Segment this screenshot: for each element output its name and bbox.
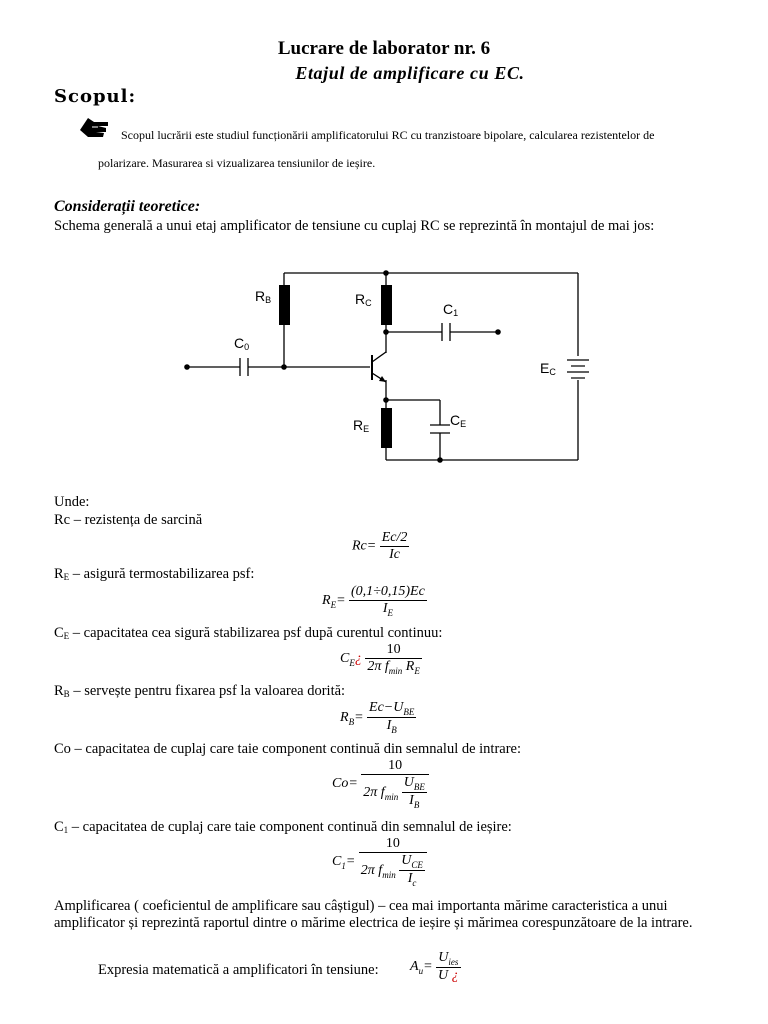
resistor-rb bbox=[279, 285, 290, 325]
label-rb: $R_B$ bbox=[255, 288, 272, 305]
re-description: $R_E$ – asigură termostabilizarea psf: bbox=[54, 566, 255, 582]
label-ec: $E_C$ bbox=[540, 360, 556, 377]
amplification-description: Amplificarea ( coeficientul de amplificare sau câștigul) – cea mai importanta mărime caracteristica a unui amplificator și reprezintă raportul dintre o mărime electrica de ieșire și mărimea corespunzătoare de la intrare. bbox=[54, 898, 693, 931]
c1-description: $C_1$ – capacitatea de cuplaj care taie component continuă din semnalul de ieșire: bbox=[54, 819, 512, 835]
rc-description: Rc – rezistența de sarcină bbox=[54, 512, 203, 528]
ce-description: $C_E$ – capacitatea cea sigură stabilizarea psf după curentul continuu: bbox=[54, 625, 443, 641]
re-formula: $R_E=$ $\frac{(0,1\div 0,15)Ec}{I_E}$ bbox=[322, 584, 425, 618]
page-title: Lucrare de laborator nr. 6 bbox=[277, 38, 491, 59]
co-description: Co – capacitatea de cuplaj care taie component continuă din semnalul de intrare: bbox=[54, 741, 522, 757]
amplifier-circuit-diagram bbox=[0, 0, 768, 480]
co-formula: Co= 10 2π $f_{min}$ $\frac{U_{BE}}{I_B}$ bbox=[332, 758, 429, 810]
au-formula: $A_u=$ $\frac{U_{ies}}{U ¿}$ bbox=[410, 950, 459, 983]
unde-label: Unde: bbox=[54, 494, 90, 510]
label-ce: $C_E$ bbox=[450, 412, 467, 429]
theory-intro: Schema generală a unui etaj amplificator de tensiune cu cuplaj RC se reprezintă în montajul de mai jos: bbox=[54, 218, 655, 234]
rb-description: $R_B$ – servește pentru fixarea psf la valoarea dorită: bbox=[54, 683, 346, 699]
c1-formula: $C_1=$ 10 2π $f_{min}$ $\frac{U_{CE}}{I_c}$ bbox=[332, 836, 427, 888]
ce-formula: $C_E¿$ $\frac{10}{2\pi f_{min} R_E}$ bbox=[340, 642, 420, 676]
label-c0: $C_0$ bbox=[234, 335, 250, 352]
scope-heading: Scopul: bbox=[54, 86, 137, 107]
page-subtitle: Etajul de amplificare cu EC. bbox=[295, 63, 525, 83]
label-c1: $C_1$ bbox=[443, 301, 459, 318]
rc-formula: Rc= $\frac{Ec/2}{Ic}$ bbox=[352, 530, 408, 562]
rb-formula: $R_B=$ $\frac{Ec-U_{BE}}{I_B}$ bbox=[340, 700, 415, 735]
theory-heading: Considerații teoretice: bbox=[54, 198, 201, 215]
scope-text-line2: polarizare. Masurarea si vizualizarea tensiunilor de ieșire. bbox=[98, 156, 376, 170]
scope-text-line1: Scopul lucrării este studiul funcționării amplificatorului RC cu tranzistoare bipolare, calcularea rezistentelor de bbox=[121, 128, 655, 142]
resistor-re bbox=[381, 408, 392, 448]
resistor-rc bbox=[381, 285, 392, 325]
label-re: $R_E$ bbox=[353, 417, 370, 434]
label-rc: $R_C$ bbox=[355, 291, 372, 308]
expression-label: Expresia matematică a amplificatori în tensiune: bbox=[98, 962, 379, 978]
